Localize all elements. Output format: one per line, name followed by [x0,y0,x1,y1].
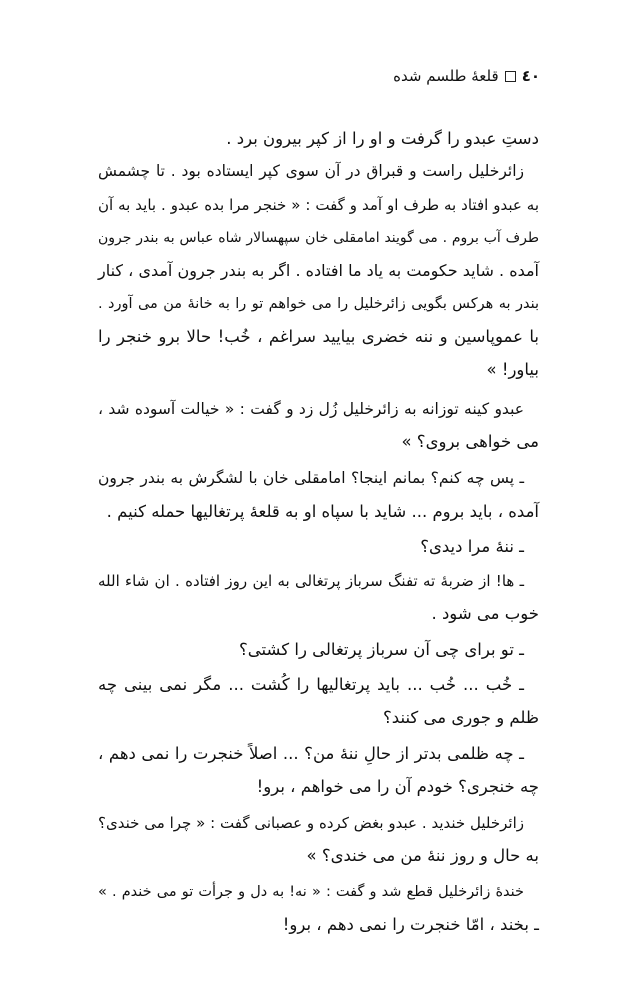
text-line: ـ پس چه کنم؟ بمانم اینجا؟ امامقلی خان با لشگرش به بندر جرون [98,469,524,487]
text-line: با عموپاسین و ننه خضری بیایید سراغم ، خُب! حالا برو خنجر را [98,327,539,346]
text-line: زائرخلیل راست و قبراق در آن سوی کپر ایستاده بود . تا چشمش [98,162,524,180]
text-line: می خواهی بروی؟ » [401,432,539,451]
text-line: چه خنجری؟ خودم آن را می خواهم ، برو! [256,777,539,796]
text-line: ـ ننهٔ مرا دیدی؟ [420,537,524,556]
text-line: ظلم و جوری می کنند؟ [383,708,539,727]
text-line: بندر به هرکس بگویی زائرخلیل را می خواهم تو را به خانهٔ من می آورد . [98,296,539,312]
text-line: ـ تو برای چی آن سرباز پرتغالی را کشتی؟ [239,640,524,659]
text-line: ـ بخند ، امّا خنجرت را نمی دهم ، برو! [282,915,539,934]
text-line: عبدو کینه توزانه به زائرخلیل زُل زد و گفت : « خیالت آسوده شد ، [98,400,524,418]
text-line: ـ خُب ... خُب ... باید پرتغالیها را کُشت ... مگر نمی بینی چه [98,675,524,694]
text-line: آمده ، باید بروم ... شاید با سپاه او به قلعهٔ پرتغالیها حمله کنیم . [106,502,539,521]
text-line: آمده . شاید حکومت به یاد ما افتاده . اگر به بندر جرون آمدی ، کنار [98,261,539,280]
text-line: به حال و روز ننهٔ من می خندی؟ » [306,846,539,865]
text-line: خوب می شود . [431,604,539,623]
text-line: زائرخلیل خندید . عبدو بغض کرده و عصبانی گفت : « چرا می خندی؟ [98,814,524,832]
page-number: ٤٠ [521,67,540,85]
book-title: قلعهٔ طلسم شده [393,67,499,85]
separator-box-icon [505,71,516,82]
text-line: ـ ها! از ضربهٔ ته تفنگ سرباز پرتغالی به این روز افتاده . ان شاء الله [98,572,524,590]
text-line: خندهٔ زائرخلیل قطع شد و گفت : « نه! به دل و جرأت تو می خندم . » [98,884,524,900]
text-line: ـ چه ظلمی بدتر از حالِ ننهٔ من؟ ... اصلاً خنجرت را نمی دهم ، [98,744,524,763]
text-line: بیاور! » [486,360,539,379]
page-header [393,66,540,86]
text-line: به عبدو افتاد به طرف او آمد و گفت : « خنجر مرا بده عبدو . باید به آن [98,196,539,214]
text-line: دستِ عبدو را گرفت و او را از کپر بیرون برد . [226,129,539,148]
text-line: طرف آب بروم . می گویند امامقلی خان سپهسالار شاه عباس به بندر جرون [98,230,539,246]
